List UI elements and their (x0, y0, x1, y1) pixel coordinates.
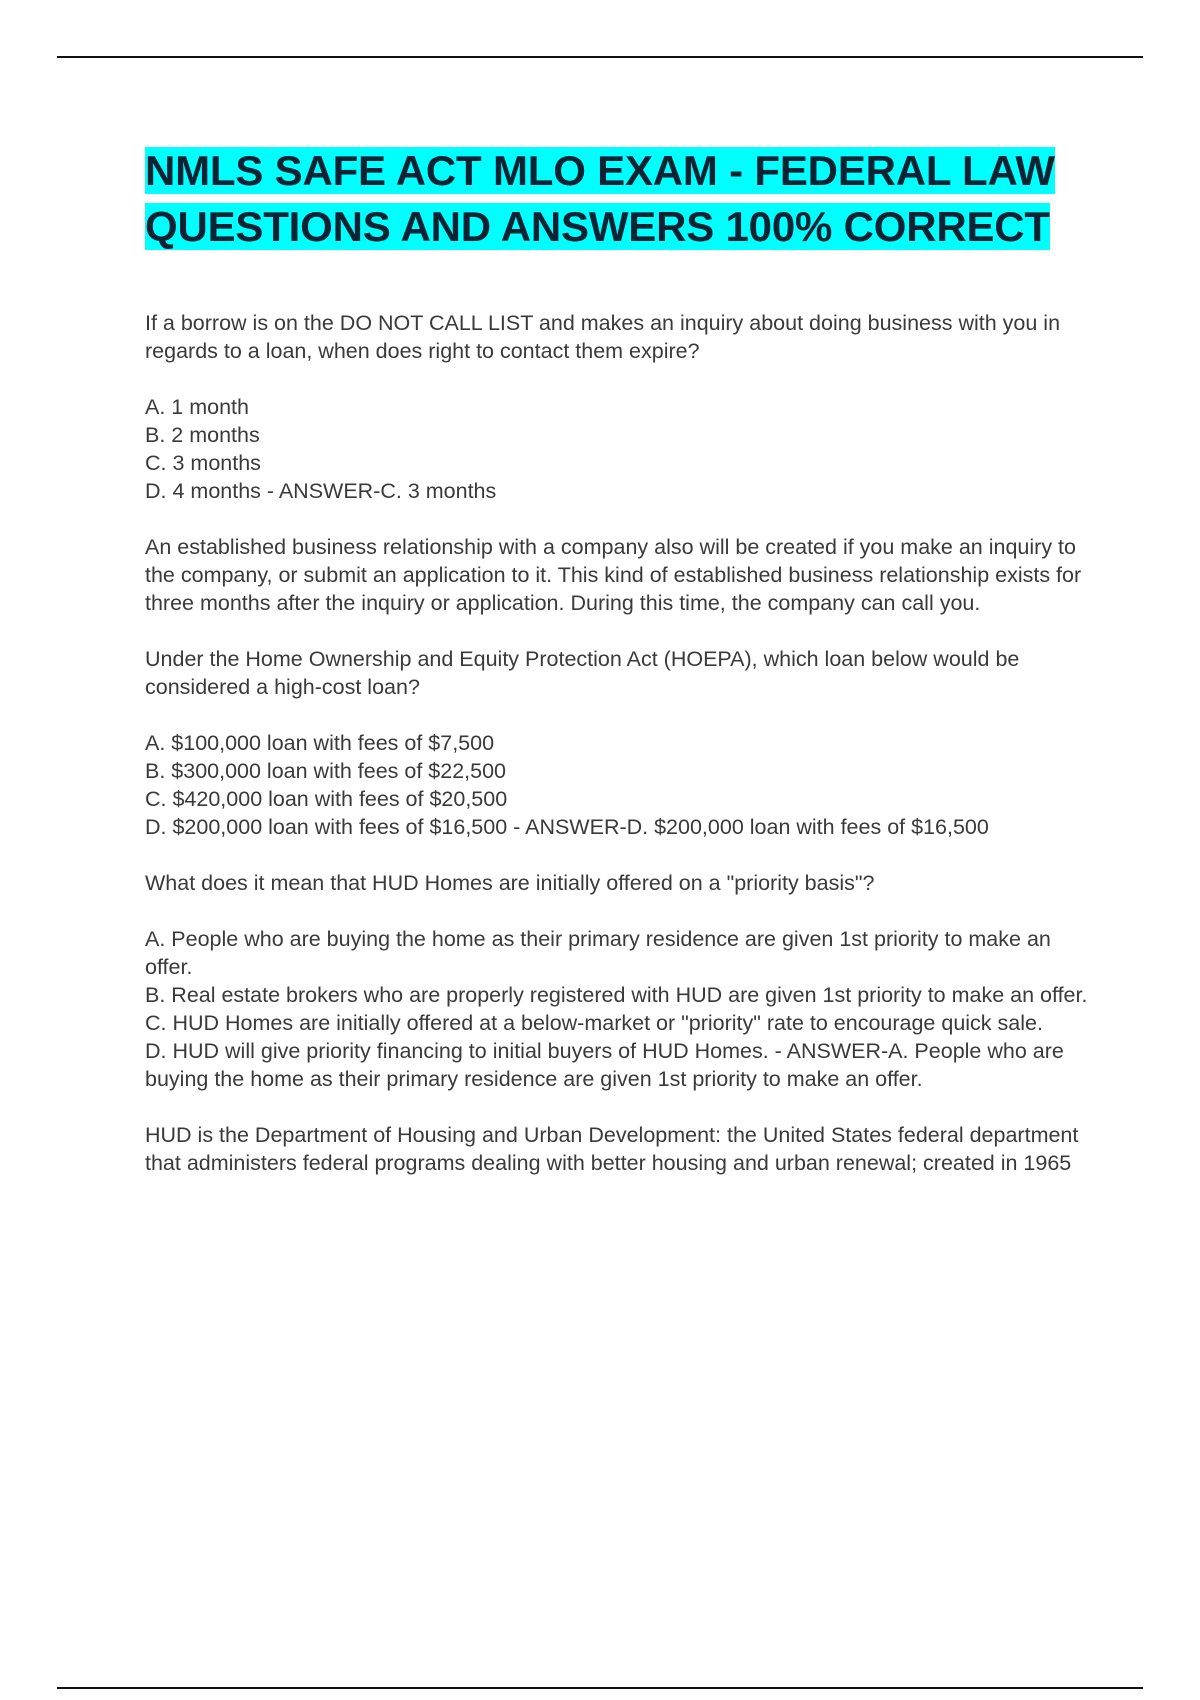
question-3 (145, 869, 1095, 897)
document-body (145, 143, 1095, 1205)
question-1 (145, 309, 1095, 365)
option-b: B. 2 months (145, 423, 260, 447)
option-d-answer: D. 4 months - ANSWER-C. 3 months (145, 479, 497, 503)
question-2-options (145, 729, 1095, 841)
document-title (145, 143, 1095, 255)
option-a: A. $100,000 loan with fees of $7,500 (145, 731, 495, 755)
question-3-text: What does it mean that HUD Homes are initially offered on a "priority basis"? (145, 871, 875, 895)
option-d-answer: D. $200,000 loan with fees of $16,500 - ANSWER-D. $200,000 loan with fees of $16,500 (145, 815, 989, 839)
option-d-answer: D. HUD will give priority financing to initial buyers of HUD Homes. - ANSWER-A. People who are buying the home as their primary residence are given 1st priority to make an offer. (145, 1039, 1064, 1091)
title-highlight: NMLS SAFE ACT MLO EXAM - FEDERAL LAW QUESTIONS AND ANSWERS 100% CORRECT (145, 147, 1055, 250)
question-2-text: Under the Home Ownership and Equity Protection Act (HOEPA), which loan below would be considered a high-cost loan? (145, 647, 1020, 699)
explanation-3-text: HUD is the Department of Housing and Urban Development: the United States federal department that administers federal programs dealing with better housing and urban renewal; created in 1965 (145, 1123, 1079, 1175)
option-b: B. Real estate brokers who are properly registered with HUD are given 1st priority to make an offer. (145, 983, 1088, 1007)
option-a: A. 1 month (145, 395, 249, 419)
explanation-1-text: An established business relationship with a company also will be created if you make an inquiry to the company, or submit an application to it. This kind of established business relationship exists for three months after the inquiry or application. During this time, the company can call you. (145, 535, 1082, 615)
question-2 (145, 645, 1095, 701)
question-3-options (145, 925, 1095, 1093)
bottom-rule (57, 1687, 1143, 1689)
explanation-3 (145, 1121, 1095, 1177)
option-c: C. $420,000 loan with fees of $20,500 (145, 787, 508, 811)
question-1-options (145, 393, 1095, 505)
top-rule (57, 56, 1143, 58)
option-b: B. $300,000 loan with fees of $22,500 (145, 759, 506, 783)
option-c: C. 3 months (145, 451, 261, 475)
option-c: C. HUD Homes are initially offered at a below-market or "priority" rate to encourage quick sale. (145, 1011, 1043, 1035)
option-a: A. People who are buying the home as their primary residence are given 1st priority to make an offer. (145, 927, 1051, 979)
question-1-text: If a borrow is on the DO NOT CALL LIST and makes an inquiry about doing business with you in regards to a loan, when does right to contact them expire? (145, 311, 1061, 363)
explanation-1 (145, 533, 1095, 617)
title-block (145, 143, 1095, 255)
